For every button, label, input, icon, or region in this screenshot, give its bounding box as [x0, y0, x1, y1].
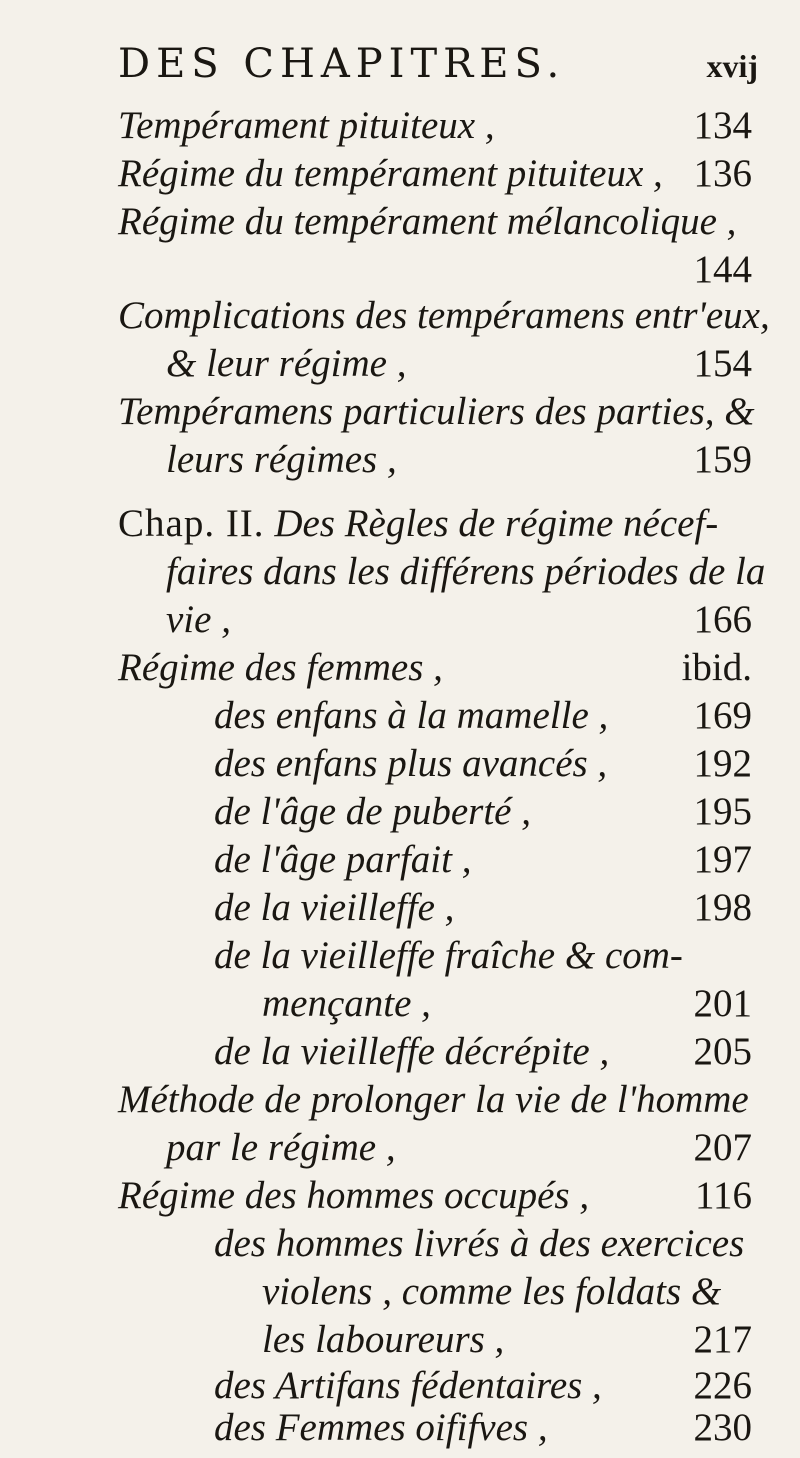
- toc-entry-page: 192: [693, 742, 752, 785]
- toc-entry-text: de la vieilleffe fraîche & com-: [214, 934, 683, 977]
- toc-entry-page: 154: [693, 342, 752, 385]
- toc-entry-text: Tempéramens particuliers des parties, &: [118, 390, 755, 433]
- toc-entry-text: & leur régime ,: [166, 342, 407, 385]
- toc-entry-page: 198: [693, 886, 752, 929]
- toc-entry-page: 169: [693, 694, 752, 737]
- toc-entry-text: des Femmes oififves ,: [214, 1406, 548, 1449]
- toc-entry-page: 230: [693, 1406, 752, 1449]
- toc-entry-page: 197: [693, 838, 752, 881]
- toc-entry-text: violens , comme les foldats &: [262, 1270, 722, 1313]
- toc-entry-text: les laboureurs ,: [262, 1318, 505, 1361]
- toc-entry-text: Régime du tempérament mélancolique ,: [118, 200, 737, 243]
- toc-entry-text: mençante ,: [262, 982, 431, 1025]
- toc-entry-page: 201: [693, 982, 752, 1025]
- toc-entry-text: Complications des tempéramens entr'eux,: [118, 294, 770, 337]
- chapter-heading-line: [118, 500, 718, 548]
- toc-entry-page: 136: [693, 152, 752, 195]
- header-page-number: xvij: [706, 48, 758, 84]
- toc-entry-text: des Artifans fédentaires ,: [214, 1364, 602, 1407]
- toc-entry-page: 226: [693, 1364, 752, 1407]
- toc-entry-page: 159: [693, 438, 752, 481]
- toc-entry-text: Tempérament pituiteux ,: [118, 104, 495, 147]
- chapter-title-part: Des Règles de régime nécef-: [274, 502, 719, 545]
- toc-entry-text: leurs régimes ,: [166, 438, 397, 481]
- toc-entry-text: par le régime ,: [166, 1126, 396, 1169]
- toc-entry-text: des hommes livrés à des exercices: [214, 1222, 745, 1265]
- header-title: DES CHAPITRES.: [118, 41, 566, 87]
- toc-entry-page: 205: [693, 1030, 752, 1073]
- chapter-title-part: faires dans les différens périodes de la: [166, 550, 766, 593]
- toc-entry-page: 166: [693, 598, 752, 641]
- toc-entry-page: 134: [693, 104, 752, 147]
- toc-entry-text: Méthode de prolonger la vie de l'homme: [118, 1078, 749, 1121]
- toc-entry-page: ibid.: [681, 646, 752, 689]
- toc-entry-page: 195: [693, 790, 752, 833]
- toc-entry-text: de la vieilleffe décrépite ,: [214, 1030, 610, 1073]
- running-header: [118, 38, 758, 98]
- toc-entry-page: 144: [693, 248, 752, 291]
- toc-entry-page: 217: [693, 1318, 752, 1361]
- toc-entry-text: des enfans plus avancés ,: [214, 742, 608, 785]
- toc-entry-text: Régime des femmes ,: [118, 646, 443, 689]
- toc-entry-text: de la vieilleffe ,: [214, 886, 455, 929]
- toc-entry-text: de l'âge de puberté ,: [214, 790, 531, 833]
- toc-entry-page: 207: [693, 1126, 752, 1169]
- toc-entry-text: Régime du tempérament pituiteux ,: [118, 152, 663, 195]
- chapter-title-part: vie ,: [166, 598, 231, 641]
- toc-entry-text: de l'âge parfait ,: [214, 838, 472, 881]
- toc-entry-page: 116: [694, 1174, 752, 1217]
- toc-entry-text: Régime des hommes occupés ,: [118, 1174, 590, 1217]
- toc-entry-text: des enfans à la mamelle ,: [214, 694, 609, 737]
- chapter-number: Chap. II.: [118, 502, 265, 545]
